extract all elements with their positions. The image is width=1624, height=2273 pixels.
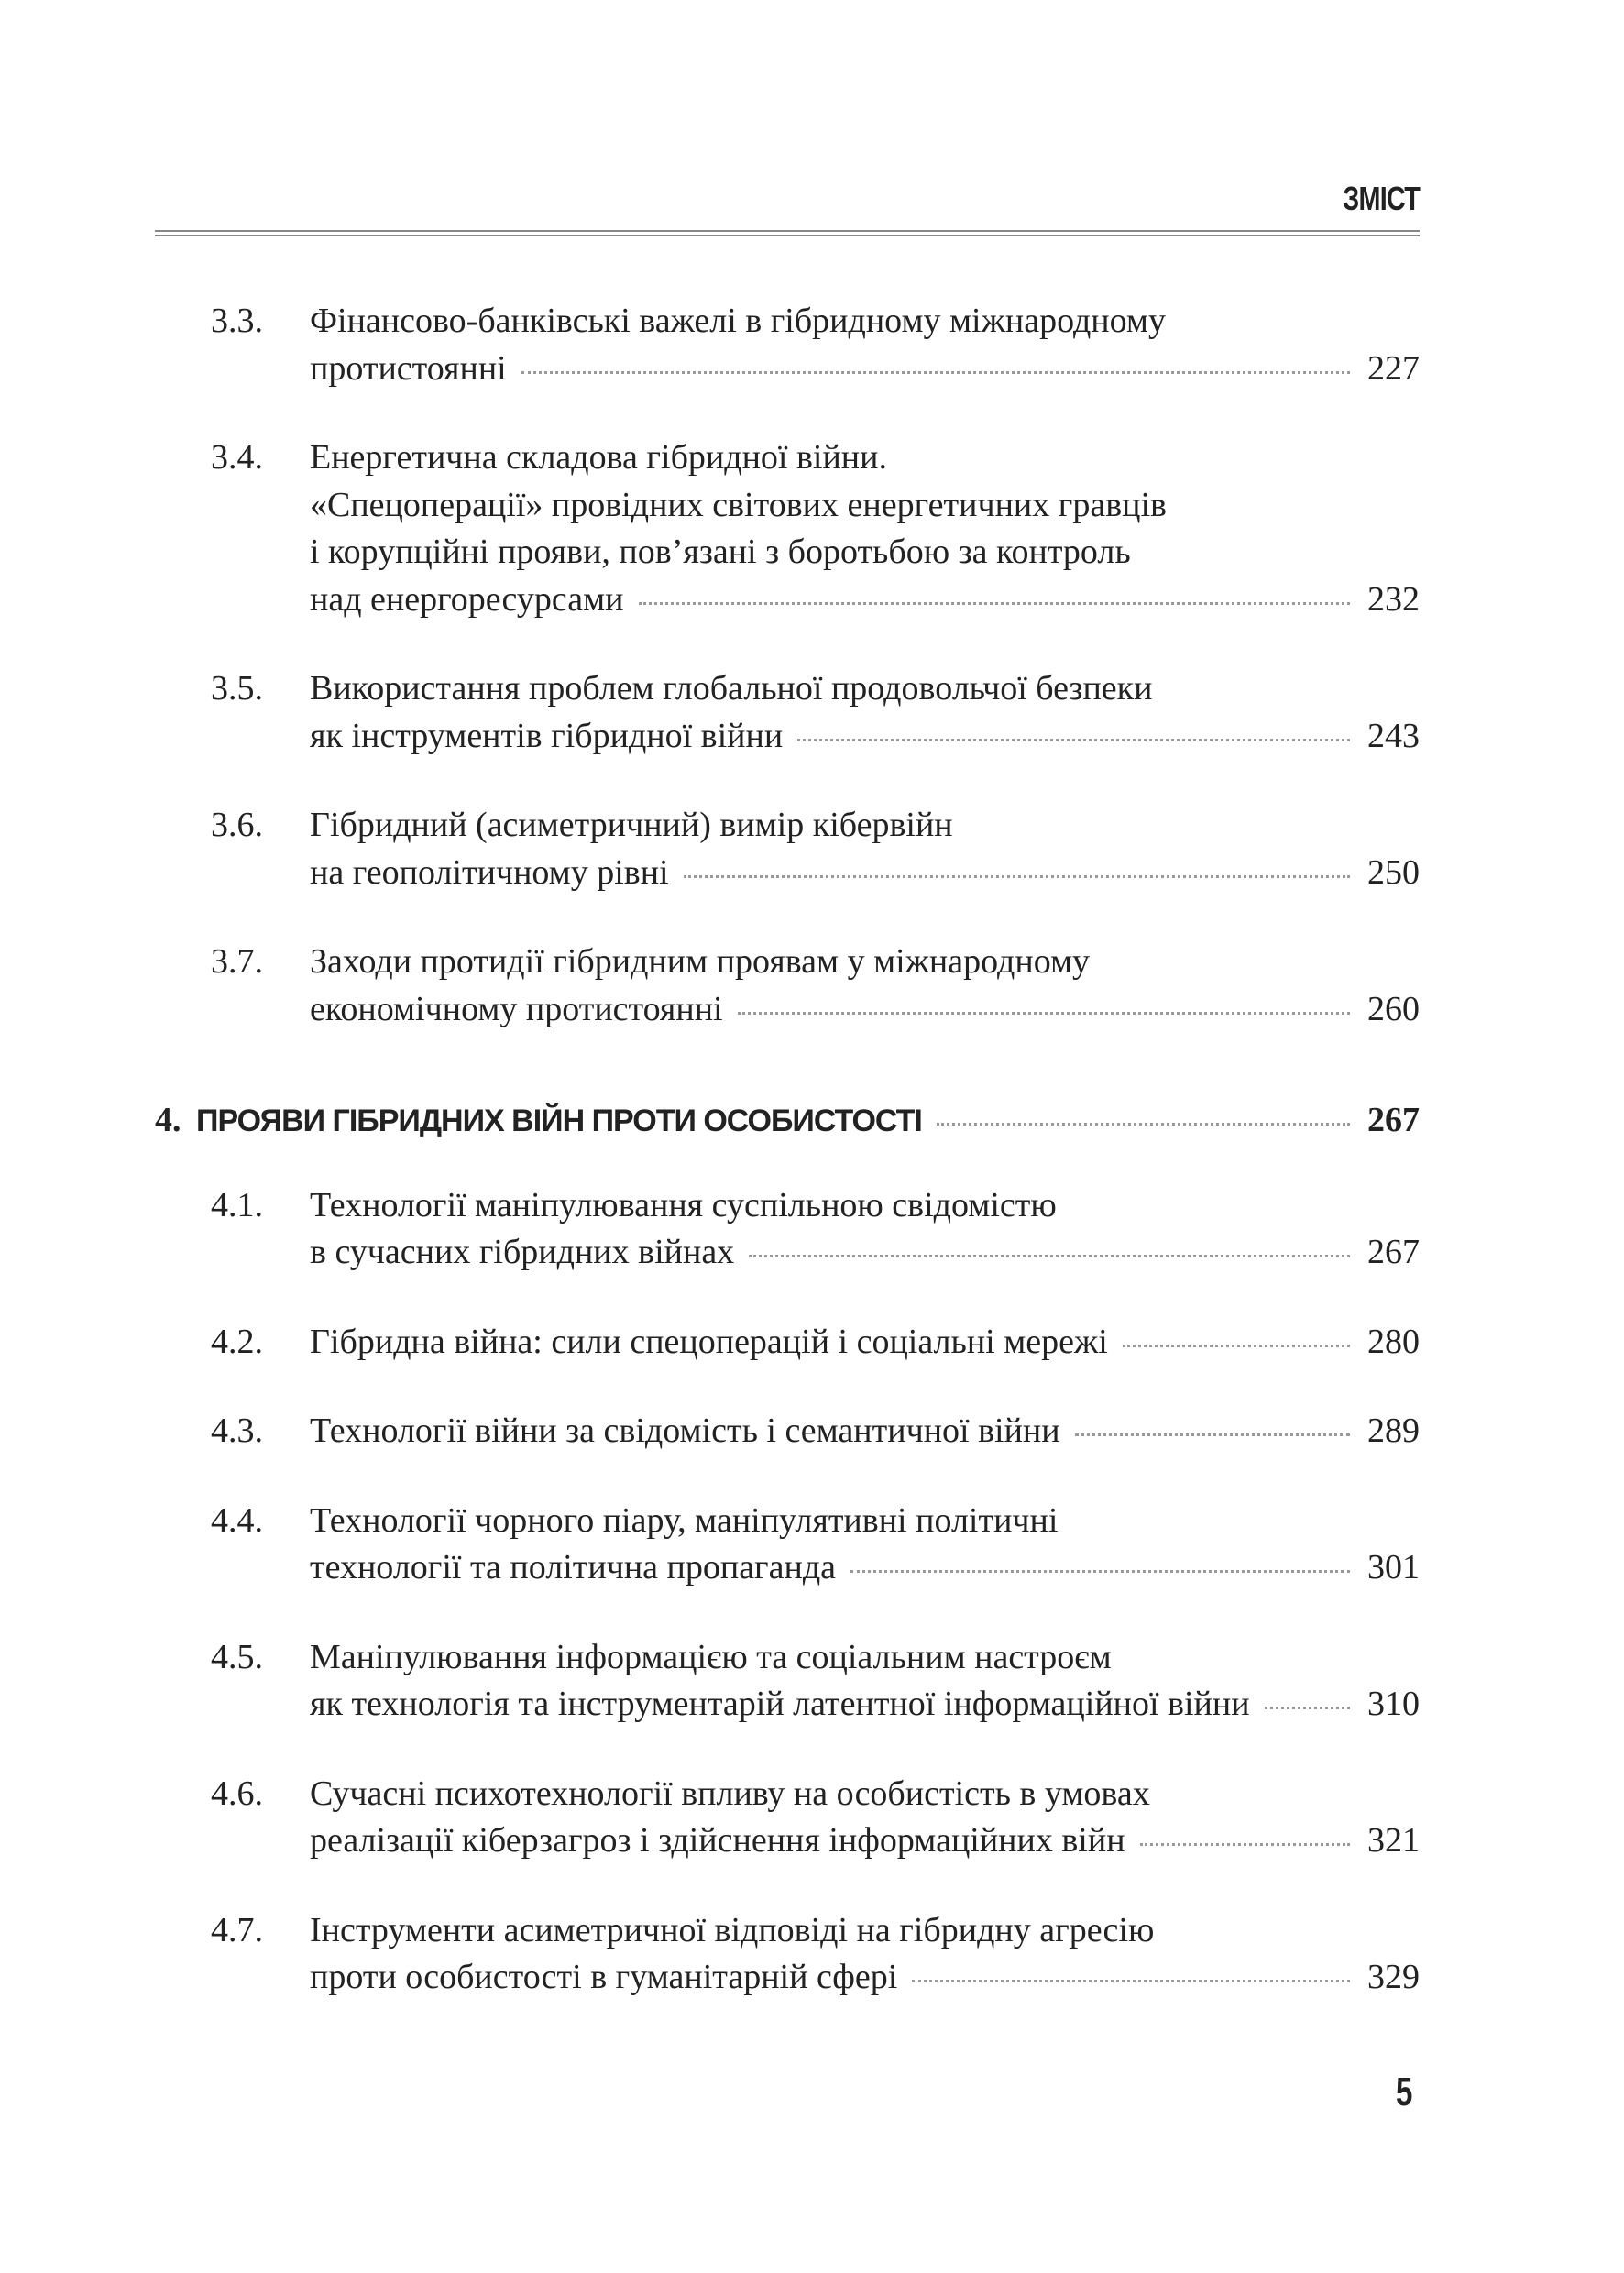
- entry-title-line: на геополітичному рівні: [310, 852, 669, 892]
- entry-title-line: Заходи протидії гібридним проявам у міжнародному: [310, 942, 1091, 981]
- dot-leader: [639, 602, 1350, 605]
- dot-leader: [1265, 1707, 1350, 1709]
- entry-title-line: в сучасних гібридних війнах: [310, 1233, 735, 1271]
- dot-leader: [1140, 1843, 1350, 1846]
- entry-title-line: Гібридна війна: сили спецоперацій і соціальні мережі: [310, 1322, 1108, 1361]
- entry-page-number: 250: [1367, 852, 1420, 892]
- entry-title-line: «Спецоперації» провідних світових енергетичних гравців: [310, 485, 1167, 524]
- toc-entry[interactable]: [155, 1408, 1420, 1455]
- entry-title-line: Енергетична складова гібридної війни.: [310, 438, 887, 477]
- toc-entry[interactable]: [155, 802, 1420, 896]
- entry-title-line: протистоянні: [310, 348, 507, 388]
- table-of-contents: [155, 298, 1420, 2002]
- entry-title-line: Інструменти асиметричної відповіді на гібридну агресію: [310, 1910, 1155, 1949]
- toc-entry[interactable]: [155, 939, 1420, 1033]
- page-number: 5: [1396, 2070, 1413, 2114]
- entry-number: 3.3.: [211, 302, 263, 340]
- running-header: ЗМІСТ: [1343, 180, 1420, 217]
- entry-page-number: 289: [1367, 1411, 1420, 1450]
- entry-number: 4.: [155, 1101, 181, 1139]
- header-rule: [155, 230, 1420, 236]
- entry-page-number: 232: [1367, 579, 1420, 619]
- entry-number: 3.6.: [211, 806, 263, 844]
- entry-page-number: 280: [1367, 1322, 1420, 1361]
- entry-number: 4.1.: [211, 1185, 263, 1224]
- entry-number: 4.4.: [211, 1500, 263, 1540]
- dot-leader: [797, 739, 1350, 741]
- dot-leader: [749, 1255, 1350, 1257]
- dot-leader: [912, 1980, 1350, 1982]
- toc-entry[interactable]: [155, 1182, 1420, 1277]
- toc-entry[interactable]: [155, 1907, 1420, 2002]
- entry-number: 4.6.: [211, 1773, 263, 1813]
- entry-title-line: економічному протистоянні: [310, 989, 723, 1028]
- toc-entry[interactable]: [155, 1634, 1420, 1729]
- entry-title-line: технології та політична пропаганда: [310, 1548, 837, 1587]
- dot-leader: [850, 1570, 1350, 1573]
- dot-leader: [738, 1012, 1350, 1015]
- entry-title-line: реалізації кіберзагроз і здійснення інформаційних війн: [310, 1821, 1125, 1860]
- entry-title-line: як технологія та інструментарій латентної інформаційної війни: [310, 1685, 1250, 1723]
- entry-page-number: 227: [1367, 348, 1420, 388]
- dot-leader: [684, 875, 1350, 878]
- entry-page-number: 321: [1367, 1821, 1420, 1860]
- entry-number: 4.7.: [211, 1910, 263, 1949]
- entry-title-line: Технології маніпулювання суспільною свідомістю: [310, 1185, 1057, 1224]
- entry-number: 3.5.: [211, 669, 263, 708]
- entry-title-line: над енергоресурсами: [310, 579, 624, 619]
- entry-title-line: як інструментів гібридної війни: [310, 716, 784, 755]
- entry-page-number: 267: [1367, 1233, 1420, 1271]
- dot-leader: [521, 371, 1350, 374]
- dot-leader: [1075, 1433, 1350, 1436]
- entry-title-line: проти особистості в гуманітарній сфері: [310, 1958, 898, 1996]
- entry-title-line: Технології війни за свідомість і семантичної війни: [310, 1411, 1060, 1450]
- toc-entry[interactable]: [155, 1498, 1420, 1592]
- entry-page-number: 310: [1367, 1685, 1420, 1723]
- dot-leader: [1123, 1345, 1350, 1347]
- entry-page-number: 301: [1367, 1548, 1420, 1587]
- entry-title-line: Сучасні психотехнології впливу на особистість в умовах: [310, 1773, 1150, 1813]
- toc-entry[interactable]: [155, 298, 1420, 392]
- entry-page-number: 243: [1367, 716, 1420, 755]
- dot-leader: [937, 1123, 1350, 1126]
- entry-number: 4.2.: [211, 1322, 263, 1361]
- entry-title-line: Використання проблем глобальної продовольчої безпеки: [310, 669, 1153, 708]
- entry-title-line: і корупційні прояви, пов’язані з боротьбою за контроль: [310, 533, 1131, 571]
- entry-title-line: Гібридний (асиметричний) вимір кібервійн: [310, 806, 953, 844]
- entry-title-line: Фінансово-банківські важелі в гібридному міжнародному: [310, 302, 1166, 340]
- entry-number: 3.4.: [211, 438, 263, 477]
- entry-page-number: 260: [1367, 989, 1420, 1028]
- toc-entry[interactable]: [155, 1319, 1420, 1367]
- toc-chapter[interactable]: [155, 1097, 1420, 1146]
- toc-entry[interactable]: [155, 434, 1420, 623]
- entry-title-line: Технології чорного піару, маніпулятивні політичні: [310, 1500, 1059, 1540]
- entry-number: 3.7.: [211, 942, 263, 981]
- toc-entry[interactable]: [155, 665, 1420, 760]
- toc-entry[interactable]: [155, 1771, 1420, 1865]
- entry-title-line: Маніпулювання інформацією та соціальним настроєм: [310, 1637, 1112, 1676]
- entry-number: 4.3.: [211, 1411, 263, 1450]
- entry-page-number: 329: [1367, 1958, 1420, 1996]
- entry-page-number: 267: [1367, 1101, 1420, 1139]
- entry-number: 4.5.: [211, 1637, 263, 1676]
- entry-title-line: ПРОЯВИ ГІБРИДНИХ ВІЙН ПРОТИ ОСОБИСТОСТІ: [196, 1104, 922, 1138]
